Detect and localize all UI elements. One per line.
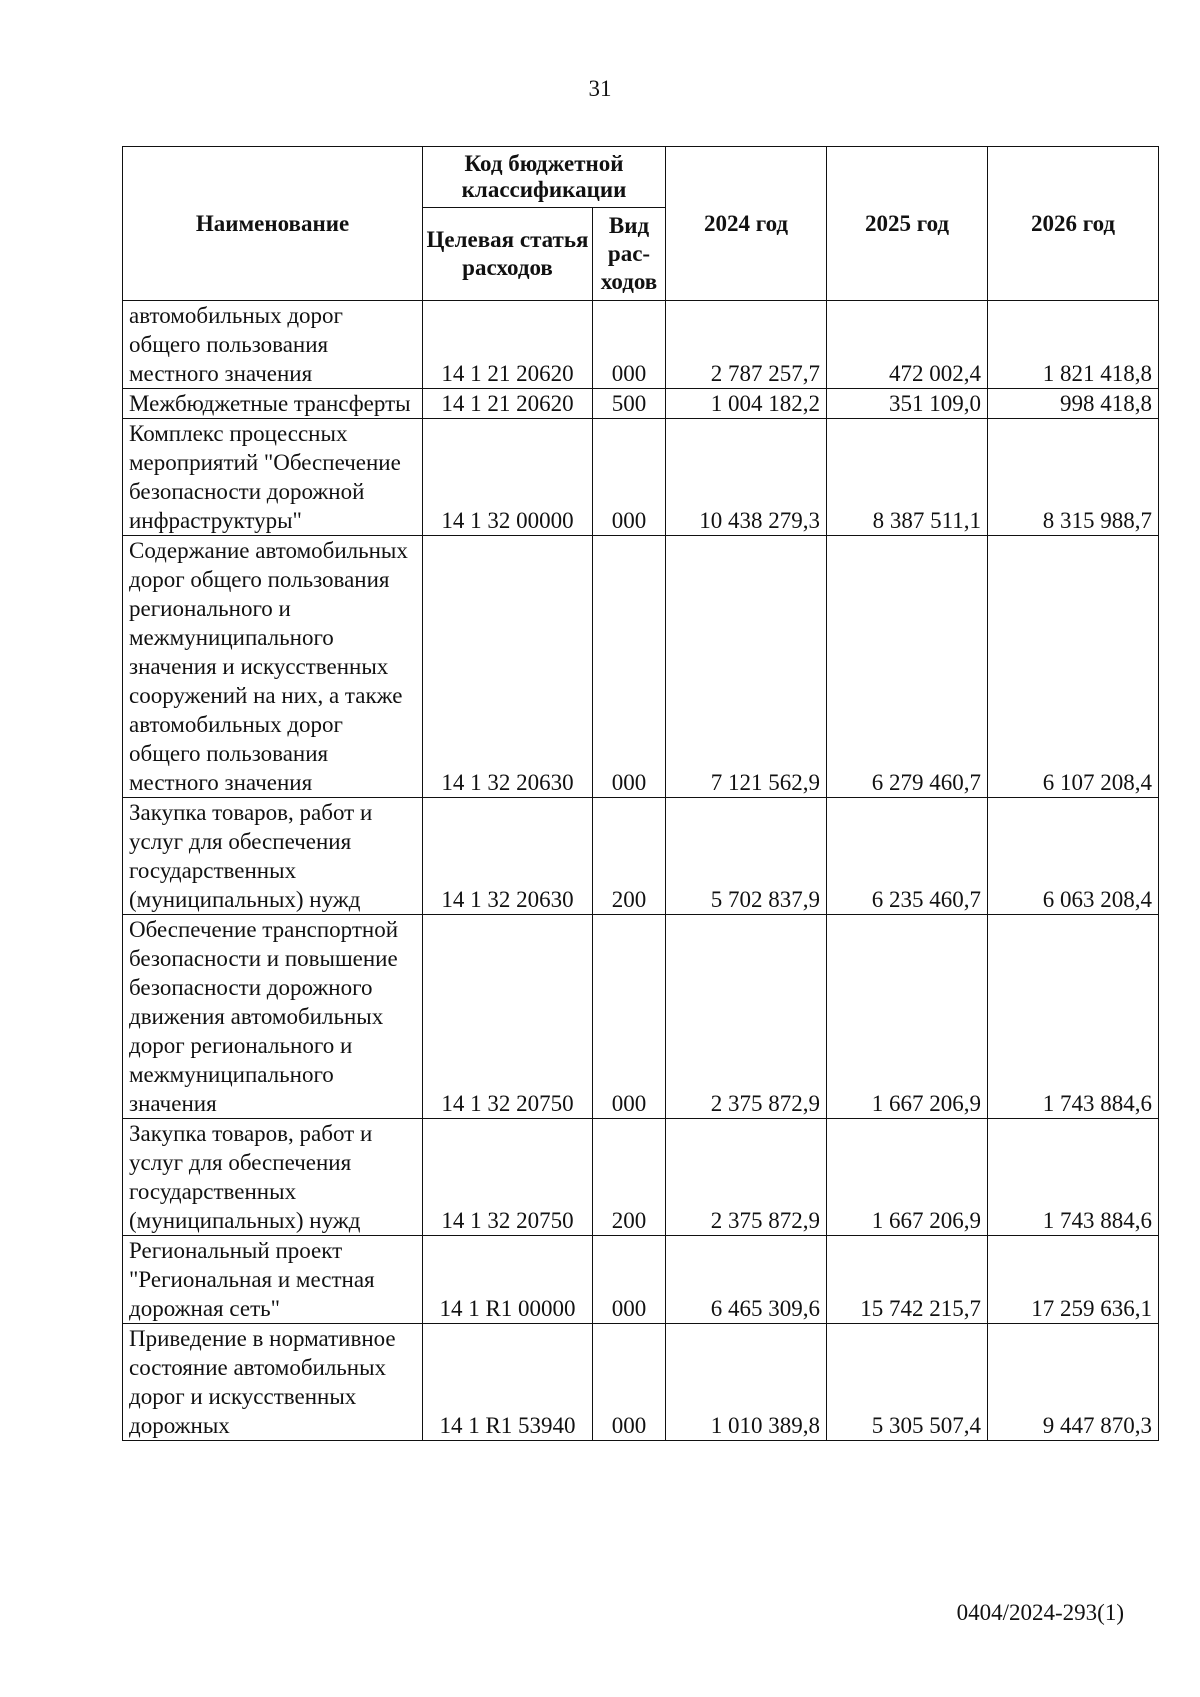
header-target-item: Целевая статья расходов bbox=[423, 208, 593, 301]
row-value-2025: 15 742 215,7 bbox=[827, 1236, 988, 1324]
row-name: Комплекс процессных мероприятий "Обеспечение безопасности дорожной инфраструктуры" bbox=[123, 419, 423, 536]
table-row bbox=[123, 419, 1159, 536]
row-expense-type: 200 bbox=[593, 798, 666, 915]
header-2024: 2024 год bbox=[666, 147, 827, 301]
row-expense-type: 000 bbox=[593, 1236, 666, 1324]
row-expense-type: 000 bbox=[593, 915, 666, 1119]
row-target-item: 14 1 32 20630 bbox=[423, 536, 593, 798]
row-value-2026: 1 743 884,6 bbox=[988, 915, 1159, 1119]
row-value-2025: 5 305 507,4 bbox=[827, 1324, 988, 1441]
row-value-2024: 1 004 182,2 bbox=[666, 389, 827, 419]
row-value-2025: 6 279 460,7 bbox=[827, 536, 988, 798]
budget-table bbox=[122, 146, 1159, 1441]
table-row bbox=[123, 1324, 1159, 1441]
header-name: Наименование bbox=[123, 147, 423, 301]
row-value-2024: 2 375 872,9 bbox=[666, 915, 827, 1119]
row-target-item: 14 1 R1 00000 bbox=[423, 1236, 593, 1324]
row-name: Региональный проект "Региональная и местная дорожная сеть" bbox=[123, 1236, 423, 1324]
table-row bbox=[123, 1119, 1159, 1236]
row-value-2024: 7 121 562,9 bbox=[666, 536, 827, 798]
page-number: 31 bbox=[588, 76, 612, 101]
table-row bbox=[123, 389, 1159, 419]
row-target-item: 14 1 32 20750 bbox=[423, 1119, 593, 1236]
row-name: Межбюджетные трансферты bbox=[123, 389, 423, 419]
row-name: Приведение в нормативное состояние автомобильных дорог и искусственных дорожных bbox=[123, 1324, 423, 1441]
row-value-2026: 998 418,8 bbox=[988, 389, 1159, 419]
row-target-item: 14 1 32 20750 bbox=[423, 915, 593, 1119]
row-expense-type: 000 bbox=[593, 301, 666, 389]
row-expense-type: 200 bbox=[593, 1119, 666, 1236]
table-row bbox=[123, 915, 1159, 1119]
row-expense-type: 000 bbox=[593, 1324, 666, 1441]
row-expense-type: 500 bbox=[593, 389, 666, 419]
row-value-2026: 1 821 418,8 bbox=[988, 301, 1159, 389]
row-value-2025: 1 667 206,9 bbox=[827, 915, 988, 1119]
row-expense-type: 000 bbox=[593, 536, 666, 798]
document-id: 0404/2024-293(1) bbox=[956, 1600, 1124, 1625]
row-value-2026: 17 259 636,1 bbox=[988, 1236, 1159, 1324]
row-name: Обеспечение транспортной безопасности и повышение безопасности дорожного движения автомобильных дорог регионального и межмуниципального значения bbox=[123, 915, 423, 1119]
row-value-2024: 6 465 309,6 bbox=[666, 1236, 827, 1324]
row-target-item: 14 1 21 20620 bbox=[423, 301, 593, 389]
row-value-2026: 8 315 988,7 bbox=[988, 419, 1159, 536]
row-value-2026: 6 107 208,4 bbox=[988, 536, 1159, 798]
row-name: Содержание автомобильных дорог общего пользования регионального и межмуниципального значения и искусственных сооружений на них, а также автомобильных дорог общего пользования местного значения bbox=[123, 536, 423, 798]
row-value-2026: 6 063 208,4 bbox=[988, 798, 1159, 915]
table-row bbox=[123, 536, 1159, 798]
row-value-2024: 2 375 872,9 bbox=[666, 1119, 827, 1236]
row-value-2025: 6 235 460,7 bbox=[827, 798, 988, 915]
table-row bbox=[123, 301, 1159, 389]
row-target-item: 14 1 32 00000 bbox=[423, 419, 593, 536]
row-target-item: 14 1 R1 53940 bbox=[423, 1324, 593, 1441]
header-budget-code: Код бюджетной классификации bbox=[423, 147, 666, 208]
row-name: Закупка товаров, работ и услуг для обеспечения государственных (муниципальных) нужд bbox=[123, 1119, 423, 1236]
row-value-2024: 1 010 389,8 bbox=[666, 1324, 827, 1441]
header-expense-type: Вид рас-ходов bbox=[593, 208, 666, 301]
row-value-2025: 472 002,4 bbox=[827, 301, 988, 389]
row-value-2025: 8 387 511,1 bbox=[827, 419, 988, 536]
row-value-2024: 5 702 837,9 bbox=[666, 798, 827, 915]
table-row bbox=[123, 798, 1159, 915]
table-row bbox=[123, 1236, 1159, 1324]
row-value-2024: 2 787 257,7 bbox=[666, 301, 827, 389]
row-name: Закупка товаров, работ и услуг для обеспечения государственных (муниципальных) нужд bbox=[123, 798, 423, 915]
row-value-2025: 351 109,0 bbox=[827, 389, 988, 419]
row-value-2024: 10 438 279,3 bbox=[666, 419, 827, 536]
row-expense-type: 000 bbox=[593, 419, 666, 536]
row-target-item: 14 1 21 20620 bbox=[423, 389, 593, 419]
header-2026: 2026 год bbox=[988, 147, 1159, 301]
header-row-1 bbox=[123, 147, 1159, 208]
row-target-item: 14 1 32 20630 bbox=[423, 798, 593, 915]
row-name: автомобильных дорог общего пользования местного значения bbox=[123, 301, 423, 389]
row-value-2026: 1 743 884,6 bbox=[988, 1119, 1159, 1236]
row-value-2025: 1 667 206,9 bbox=[827, 1119, 988, 1236]
row-value-2026: 9 447 870,3 bbox=[988, 1324, 1159, 1441]
header-2025: 2025 год bbox=[827, 147, 988, 301]
